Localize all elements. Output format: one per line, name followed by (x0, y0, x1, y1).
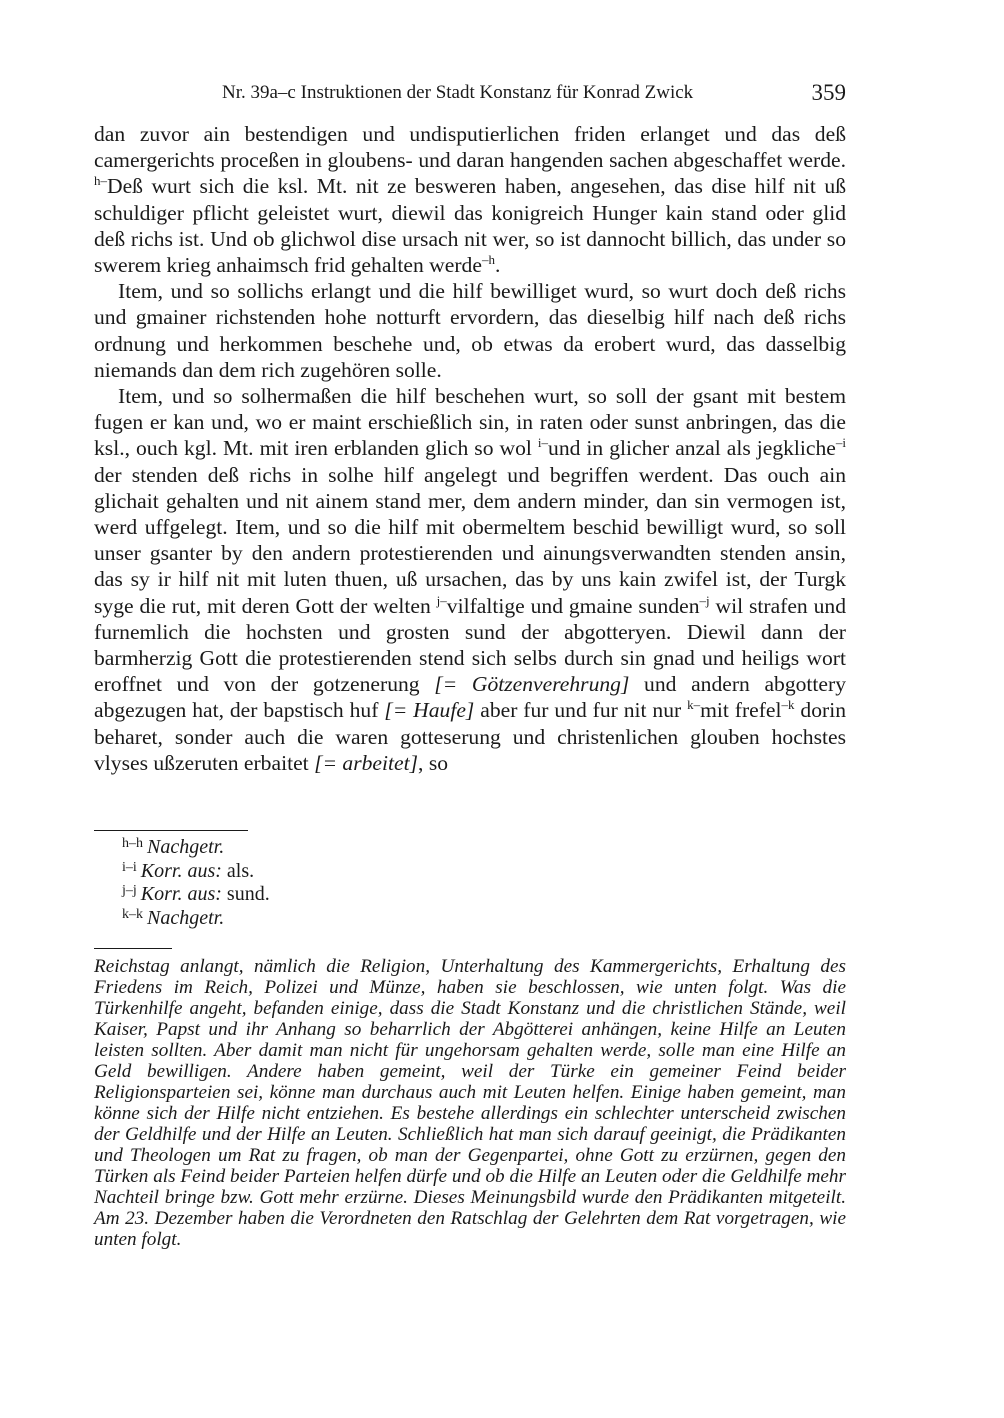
editorial-gloss: [= arbeitet] (314, 750, 419, 775)
editorial-gloss: [= Götzenverehrung] (434, 672, 630, 697)
page-number: 359 (811, 80, 846, 105)
footnote-mark-i-close: –i (835, 435, 847, 451)
footnote-mark-h-close: –h (481, 252, 495, 268)
footnote-divider (94, 830, 248, 831)
paragraph-2: Item, und so sollichs erlangt und die hilf bewilliget wurd, so wurt doch deß richs und gmainer richstenden hohe notturft ervordern, das dieselbig hilf nach deß richs ordnung und herkommen beschehe und, ob etwas da erobert wurd, das dasselbig niemands dan dem rich zugehören solle. (94, 279, 846, 382)
footnote: $^{j-j}$ Korr. aus: sund. (122, 883, 270, 905)
page-header (94, 80, 846, 110)
editorial-gloss: [= Haufe] (384, 698, 475, 723)
footnote-mark-i-open: i– (537, 435, 549, 451)
footnote: $^{i-i}$ Korr. aus: als. (122, 859, 255, 882)
text-critical-footnotes (122, 836, 270, 930)
commentary-note: Reichstag anlangt, nämlich die Religion, Unterhaltung des Kammergerichts, Erhaltung des Friedens im Reich, Polizei und Münze, haben sie beschlossen, wie unten folgt. Was die Türkenhilfe angeht, befanden einige, dass die Stadt Konstanz und die christlichen Stände, weil Kaiser, Papst und ihr Anhang so beharrlich der Abgötterei anhängen, keine Hilfe an Leuten leisten sollten. Aber damit man nicht für ungehorsam gehalten werde, solle man eine Hilfe an Geld bewilligen. Andere haben gemeint, weil der Türke ein gemeiner Feind beider Religionsparteien sei, könne man durchaus auch mit Leuten helfen. Einige haben gemeint, man könne sich der Hilfe nicht entziehen. Es bestehe allerdings ein schlechter unterscheid zwischen der Geldhilfe und der Hilfe an Leuten. Schließlich hat man sich darauf geeinigt, die Prädikanten und Theologen um Rat zu fragen, ob man der Gegenpartei, ohne Gott zu erzürnen, gegen den Türken als Feind beider Parteien helfen dürfe und ob die Hilfe an Leuten oder die Geldhilfe mehr Nachteil bringe bzw. Gott mehr erzürne. Dieses Meinungsbild wurde den Prädikanten mitgeteilt. Am 23. Dezember haben die Verordneten den Ratschlag der Gelehrten dem Rat vorgetragen, wie unten folgt. (94, 956, 846, 1250)
commentary-divider (94, 948, 172, 949)
footnote: $^{k-k}$ Nachgetr. (122, 906, 225, 929)
footnote-mark-j-close: –j (699, 592, 710, 608)
main-text (94, 121, 846, 776)
footnote-mark-k-open: k– (687, 697, 701, 713)
running-title: Nr. 39a–c Instruktionen der Stadt Konstanz für Konrad Zwick (222, 82, 694, 103)
paragraph-1: dan zuvor ain bestendigen und undisputierlichen friden erlanget und das deß camergerichts proceßen in gloubens- und daran hangenden sachen abgeschaffet werde. $^{h-}$Deß wurt sich die ksl. Mt. nit ze besweren haben, angesehen, das dise hilf nit uß schuldiger pflicht geleistet wurt, diewil das konigreich Hunger kain stand oder glid deß richs ist. Und ob glichwol dise ursach nit wer, so ist dannocht billich, das under so swerem krieg anhaimsch frid gehalten werde$^{-h}$. (94, 122, 846, 278)
footnote-mark-h-open: h– (94, 173, 107, 189)
footnote: $^{h-h}$ Nachgetr. (122, 836, 225, 858)
footnote-mark-k-close: –k (781, 697, 795, 713)
footnote-mark-j-open: j– (436, 592, 447, 608)
paragraph-3: Item, und so solhermaßen die hilf beschehen wurt, so soll der gsant mit bestem fugen er kan und, wo er maint erschießlich sin, in raten oder sunst anbringen, das die ksl., ouch kgl. Mt. mit iren erblanden glich so wol $^{i-}$und in glicher anzal als jegkliche$^{-i}$ der stenden deß richs in solhe hilf angelegt und begriffen werdent. Das ouch ain glichait gehalten und nit ainem stand mer, dem andern minder, dan sin vermogen ist, werd uffgelegt. Item, und so die hilf mit obermeltem beschid bewilligt wurd, so soll unser gsanter by den andern protestierenden und ainungsverwandten stenden ansin, das sy ir hilf nit mit luten thuen, uß ursachen, das by uns kain zwifel ist, der Turgk syge die rut, mit deren Gott der welten $^{j-}$vilfaltige und gmaine sunden$^{-j}$ wil strafen und furnemlich die hochsten und grosten sund der abgotteryen. Diewil dann der barmherzig Gott die protestierenden stend sich selbs durch sin gnad und heiligs wort eroffnet und von der gotzenerung [= Götzenverehrung] und andern abgottery abgezugen hat, der bapstisch huf [= Haufe] aber fur und fur nit nur $^{k-}$mit frefel$^{-k}$ dorin beharet, sonder auch die waren gotteserung und christenlichen glouben hochstes vlyses ußzeruten erbaitet [= arbeitet], so (94, 384, 847, 775)
